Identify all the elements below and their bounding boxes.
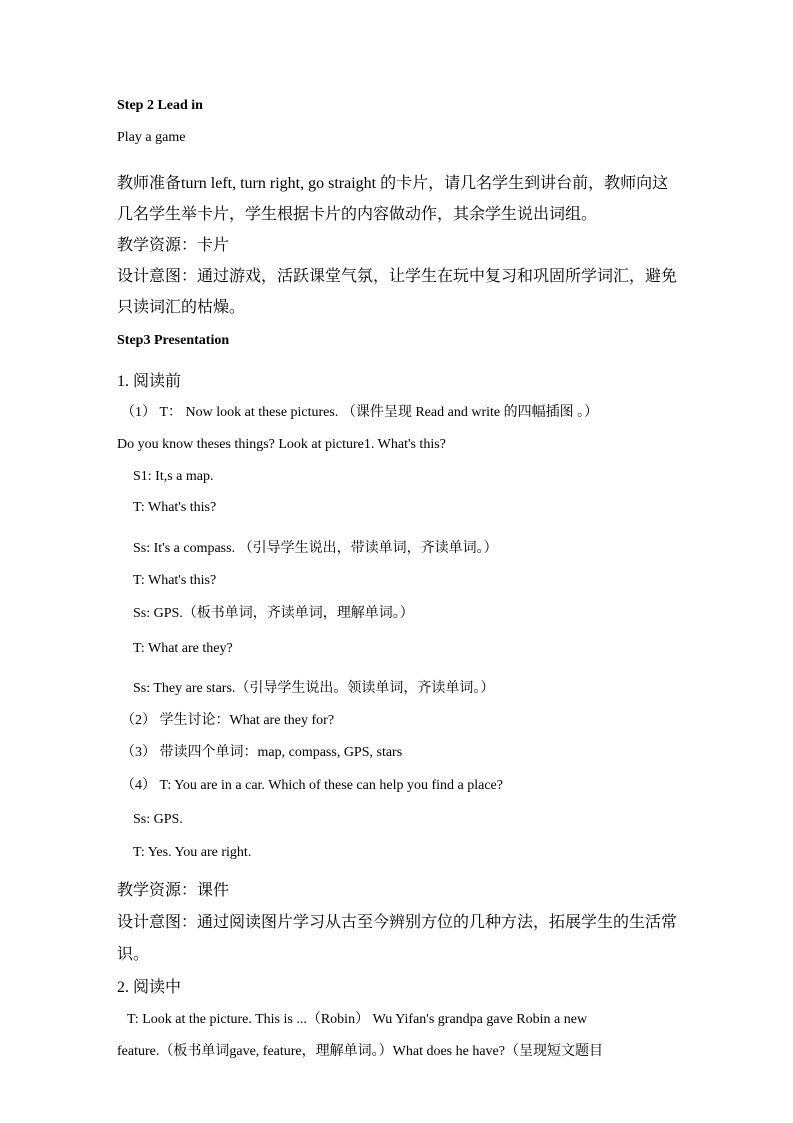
- text-line: 只读词汇的枯燥。: [117, 299, 246, 316]
- dialogue-line: Ss: They are stars.（引导学生说出。领读单词，齐读单词。）: [133, 681, 495, 696]
- text-line: Play a game: [117, 130, 186, 145]
- dialogue-line: S1: It,s a map.: [133, 469, 214, 484]
- text-line: 识。: [117, 946, 150, 963]
- subsection-heading: 2. 阅读中: [117, 979, 182, 996]
- dialogue-line: T: What are they?: [133, 641, 233, 656]
- dialogue-line: Ss: GPS.（板书单词，齐读单词，理解单词。）: [133, 606, 414, 621]
- dialogue-line: T: Yes. You are right.: [133, 845, 252, 860]
- text-line: 设计意图：通过阅读图片学习从古至今辨别方位的几种方法，拓展学生的生活常: [117, 914, 678, 931]
- dialogue-line: Ss: GPS.: [133, 812, 183, 827]
- section-heading-step3: Step3 Presentation: [117, 333, 230, 348]
- text-line: （1） T： Now look at these pictures. （课件呈现 Read and write 的四幅插图 。）: [121, 405, 599, 420]
- section-heading-step2: Step 2 Lead in: [117, 98, 203, 113]
- subsection-heading: 1. 阅读前: [117, 373, 182, 390]
- dialogue-line: T: What's this?: [133, 573, 217, 588]
- text-line: 设计意图：通过游戏，活跃课堂气氛，让学生在玩中复习和巩固所学词汇，避免: [117, 268, 678, 285]
- dialogue-line: Ss: It's a compass. （引导学生说出，带读单词，齐读单词。）: [133, 541, 498, 556]
- list-item: （4） T: You are in a car. Which of these can help you find a place?: [121, 778, 503, 793]
- text-line: T: Look at the picture. This is ...（Robin） Wu Yifan's grandpa gave Robin a new: [127, 1012, 588, 1027]
- list-item: （2） 学生讨论：What are they for?: [121, 713, 335, 728]
- list-item: （3） 带读四个单词：map, compass, GPS, stars: [121, 745, 403, 760]
- text-line: 教学资源：卡片: [117, 237, 230, 254]
- dialogue-line: T: What's this?: [133, 500, 217, 515]
- text-line: 几名学生举卡片，学生根据卡片的内容做动作，其余学生说出词组。: [117, 206, 598, 223]
- text-line: Do you know theses things? Look at picture1. What's this?: [117, 437, 446, 452]
- text-line: 教学资源：课件: [117, 882, 230, 899]
- text-line: 教师准备turn left, turn right, go straight 的卡片，请几名学生到讲台前，教师向这: [117, 175, 669, 192]
- text-line: feature.（板书单词gave, feature，理解单词。）What does he have?（呈现短文题目: [117, 1044, 603, 1059]
